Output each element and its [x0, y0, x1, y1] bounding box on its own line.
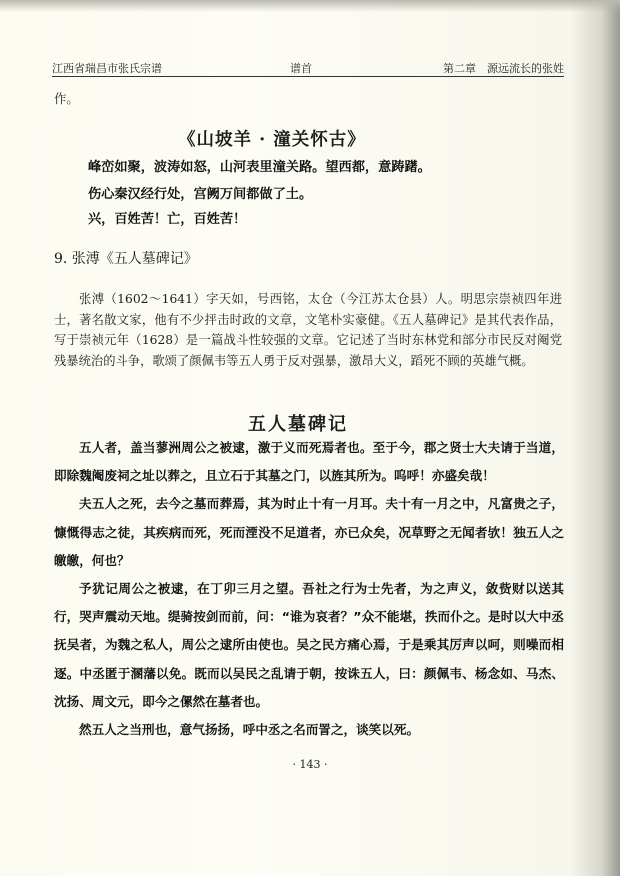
article-paragraph-4: 然五人之当刑也，意气扬扬，呼中丞之名而詈之，谈笑以死。: [79, 722, 420, 738]
poem-title: 《山坡羊 · 潼关怀古》: [178, 130, 366, 150]
author-intro: [54, 289, 562, 371]
article-paragraph-2: 夫五人之死，去今之墓而葬焉，其为时止十有一月耳。夫十有一月之中，凡富贵之子，慷慨得志之徒，其疾病而死，死而湮没不足道者，亦已众矣，况草野之无闻者欤！独五人之皦皦，何也？: [54, 496, 564, 568]
carryover-text: 作。: [54, 91, 79, 106]
header-right: 第二章 源远流长的张姓: [443, 62, 564, 75]
header-left: 江西省瑞昌市张氏宗谱: [52, 62, 162, 75]
section-heading: 9. 张溥《五人墓碑记》: [54, 251, 198, 267]
poem-line-2: 伤心秦汉经行处，宫阙万间都做了土。: [88, 187, 313, 202]
scan-top-shadow: [0, 0, 620, 12]
poem-line-3: 兴，百姓苦！亡，百姓苦！: [88, 212, 247, 227]
poem-line-1: 峰峦如聚，波涛如怒，山河表里潼关路。望西都，意踌躇。: [88, 160, 431, 175]
author-intro-paragraph: 张溥（1602～1641）字天如，号西铭，太仓（今江苏太仓县）人。明思宗崇祯四年进士，著名散文家，他有不少抨击时政的文章，文笔朴实豪健。《五人墓碑记》是其代表作品，写于崇祯元年（1628）是一篇战斗性较强的文章。它记述了当时东林党和部分市民反对阉党残暴统治的斗争，歌颂了颜佩韦等五人勇于反对强暴，激昂大义，蹈死不顾的英雄气概。: [54, 292, 562, 368]
page-number: · 143 ·: [292, 758, 328, 771]
article-title: 五人墓碑记: [248, 414, 348, 435]
article-paragraph-3: 予犹记周公之被逮，在丁卯三月之望。吾社之行为士先者，为之声义，敛赀财以送其行，哭声震动天地。缇骑按剑而前，问：“谁为哀者？”众不能堪，抶而仆之。是时以大中丞抚吴者，为魏之私人，周公之逮所由使也。吴之民方痛心焉，于是乘其厉声以呵，则噪而相逐。中丞匿于溷藩以免。既而以吴民之乱请于朝，按诛五人，曰：颜佩韦、杨念如、马杰、沈扬、周文元，即今之傫然在墓者也。: [54, 581, 564, 709]
running-header: [52, 58, 564, 76]
article-paragraph-1: 五人者，盖当蓼洲周公之被逮，激于义而死焉者也。至于今，郡之贤士大夫请于当道，即除魏阉废祠之址以葬之，且立石于其墓之门，以旌其所为。呜呼！亦盛矣哉！: [54, 440, 564, 484]
header-rule: [52, 76, 564, 77]
header-center: 谱首: [290, 62, 312, 75]
article-body: [54, 434, 564, 744]
